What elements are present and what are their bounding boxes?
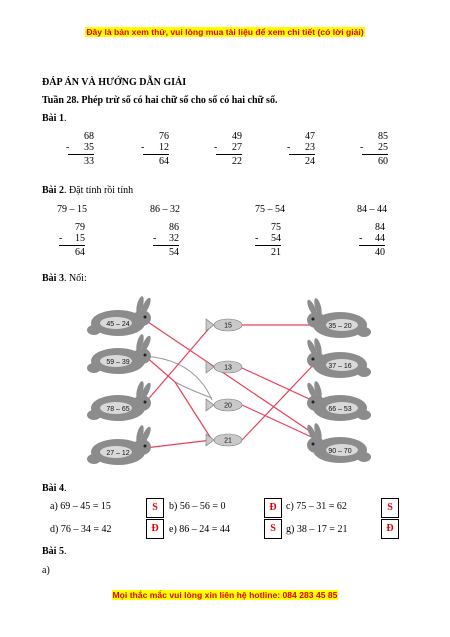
connection-line xyxy=(242,405,318,440)
bai4-expression: e) 86 – 24 = 44 xyxy=(169,524,230,535)
bai2-expression: 86 – 32 xyxy=(150,204,180,215)
minus-sign: - xyxy=(66,142,70,153)
rabbit-left xyxy=(87,334,153,374)
svg-text:13: 13 xyxy=(224,364,232,372)
minus-sign: - xyxy=(153,233,157,244)
fish xyxy=(206,319,242,331)
rabbit-left xyxy=(87,296,153,336)
fish xyxy=(206,434,242,446)
answer-box[interactable]: Đ xyxy=(264,498,282,518)
bai2-label: Bài 2. Đặt tính rồi tính xyxy=(42,185,134,196)
svg-text:27 – 12: 27 – 12 xyxy=(106,450,130,457)
minus-sign: - xyxy=(287,142,291,153)
minus-sign: - xyxy=(214,142,218,153)
rabbit-right xyxy=(305,298,371,338)
rabbit-left xyxy=(87,425,153,465)
svg-text:66 – 53: 66 – 53 xyxy=(328,406,352,413)
bai2-column: 86 32 54 xyxy=(153,222,179,258)
bai2-column: 84 44 40 xyxy=(359,222,385,258)
preview-banner xyxy=(0,27,450,37)
rabbit-right xyxy=(305,381,371,421)
connection-lines xyxy=(145,320,320,448)
svg-text:35 – 20: 35 – 20 xyxy=(328,323,352,330)
bai4-expression: g) 38 – 17 = 21 xyxy=(286,524,348,535)
bai1-column: 76 12 64 xyxy=(143,131,169,167)
minus-sign: - xyxy=(255,233,259,244)
minus-sign: - xyxy=(141,142,145,153)
bai4-expression: b) 56 – 56 = 0 xyxy=(169,501,226,512)
rabbit-left xyxy=(87,381,153,421)
svg-text:59 – 39: 59 – 39 xyxy=(106,359,130,366)
bai4-label: Bài 4. xyxy=(42,483,67,494)
bai1-column: 47 23 24 xyxy=(289,131,315,167)
minus-sign: - xyxy=(59,233,63,244)
connection-line xyxy=(145,356,212,400)
bai2-expression: 84 – 44 xyxy=(357,204,387,215)
bai2-column: 75 54 21 xyxy=(255,222,281,258)
connection-line xyxy=(242,360,318,440)
rabbit-right xyxy=(305,423,371,463)
fish xyxy=(206,361,242,373)
bai4-expression: c) 75 – 31 = 62 xyxy=(286,501,347,512)
svg-text:15: 15 xyxy=(224,322,232,330)
answer-box[interactable]: Đ xyxy=(146,519,164,539)
minus-sign: - xyxy=(360,142,364,153)
minus-sign: - xyxy=(359,233,363,244)
answer-box[interactable]: S xyxy=(264,519,282,539)
bai4-expression: a) 69 – 45 = 15 xyxy=(50,501,111,512)
answer-box[interactable]: S xyxy=(381,498,399,518)
bai3-label: Bài 3. Nối: xyxy=(42,273,87,284)
bai5-sub-a: a) xyxy=(42,565,50,576)
matching-diagram xyxy=(0,290,450,470)
answer-box[interactable]: S xyxy=(146,498,164,518)
connection-line xyxy=(145,440,212,448)
fish xyxy=(206,399,242,411)
bai2-column: 79 15 64 xyxy=(59,222,85,258)
answer-box[interactable]: Đ xyxy=(381,519,399,539)
svg-text:90 – 70: 90 – 70 xyxy=(328,448,352,455)
week-title: Tuần 28. Phép trừ số có hai chữ số cho số có hai chữ số. xyxy=(42,95,278,106)
svg-text:20: 20 xyxy=(224,402,232,410)
svg-text:21: 21 xyxy=(224,437,232,445)
bai4-expression: d) 76 – 34 = 42 xyxy=(50,524,112,535)
page-heading: ĐÁP ÁN VÀ HƯỚNG DẪN GIẢI xyxy=(42,77,187,88)
hotline-banner xyxy=(0,590,450,600)
hotline-banner-text: Mọi thắc mắc vui lòng xin liên hệ hotline: 084 283 45 85 xyxy=(112,590,338,600)
bai1-column: 49 27 22 xyxy=(216,131,242,167)
rabbit-right xyxy=(305,338,371,378)
svg-text:45 – 24: 45 – 24 xyxy=(106,321,130,328)
bai1-column: 85 25 60 xyxy=(362,131,388,167)
svg-text:37 – 16: 37 – 16 xyxy=(328,363,352,370)
preview-banner-text: Đây là bản xem thử, vui lòng mua tài liệu để xem chi tiết (có lời giải) xyxy=(86,27,364,37)
bai1-column: 68 35 33 xyxy=(68,131,94,167)
bai5-label: Bài 5. xyxy=(42,546,67,557)
svg-text:78 – 65: 78 – 65 xyxy=(106,406,130,413)
bai2-expression: 75 – 54 xyxy=(255,204,285,215)
bai1-label: Bài 1. xyxy=(42,113,67,124)
bai2-expression: 79 – 15 xyxy=(57,204,87,215)
connection-line xyxy=(242,368,318,403)
